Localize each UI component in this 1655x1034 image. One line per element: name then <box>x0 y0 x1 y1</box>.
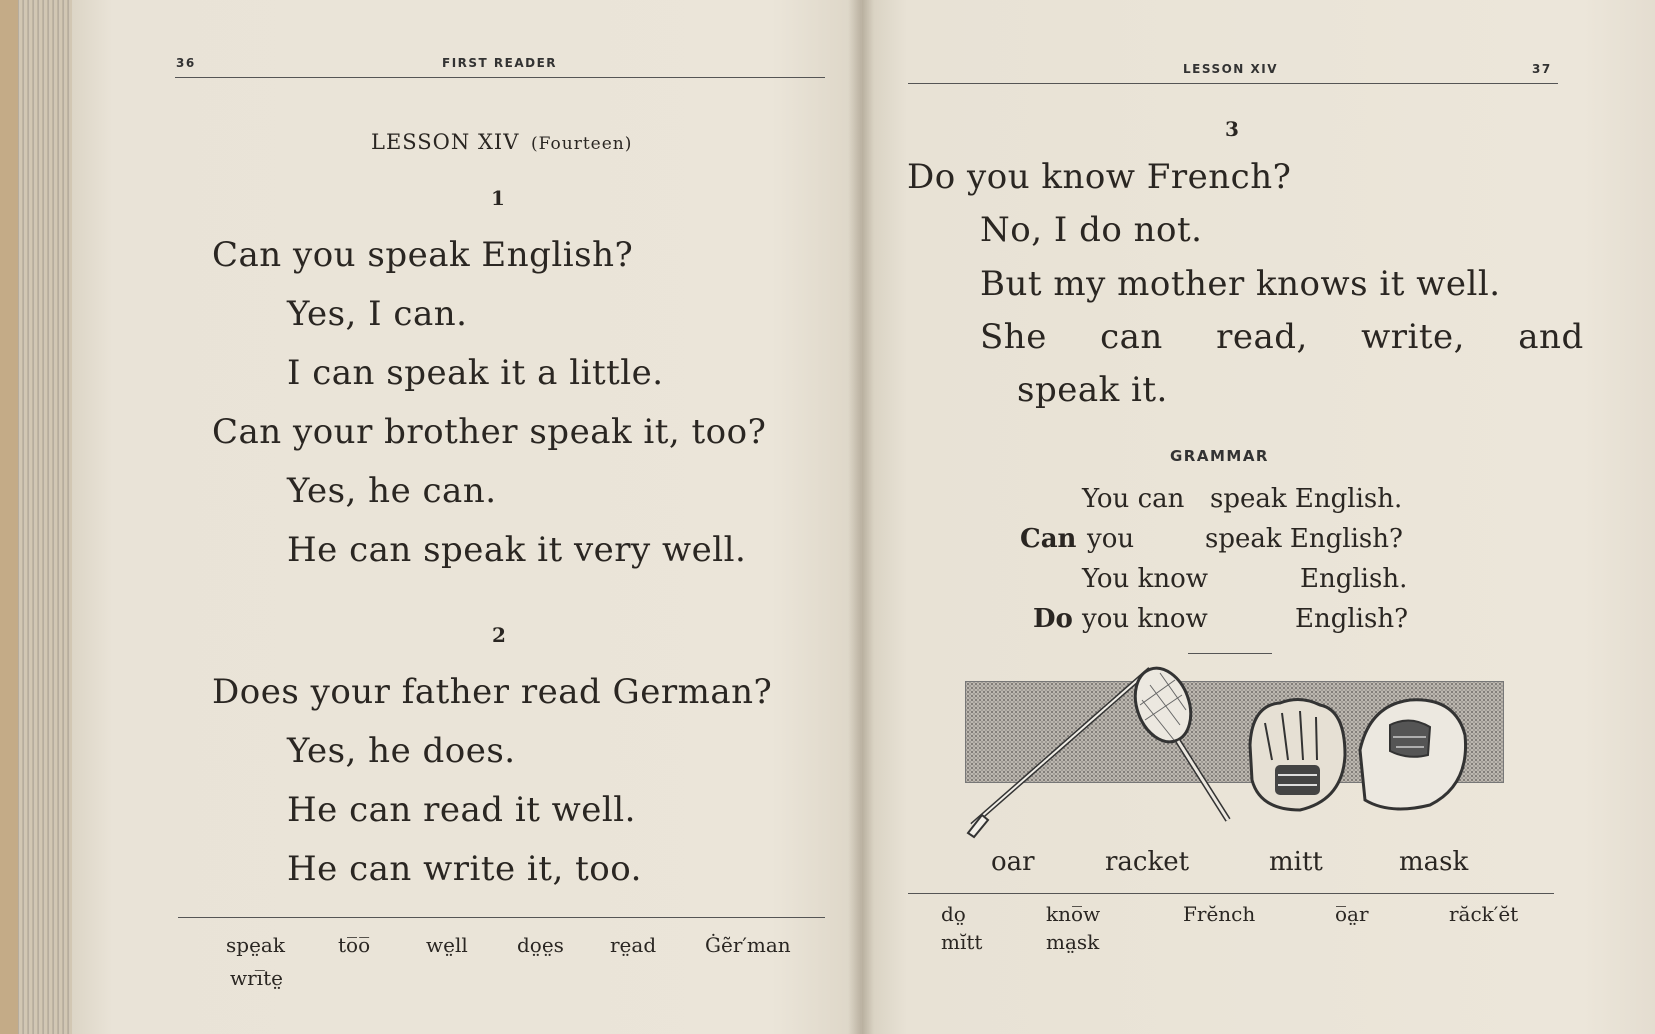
text-line: Can you speak English? <box>212 235 634 275</box>
right-header-rule <box>908 83 1558 84</box>
section-number-3: 3 <box>1225 117 1239 141</box>
word-list-item: Ġẽr′man <box>705 933 791 957</box>
word-list-item: kno̅w <box>1046 902 1101 926</box>
grammar-row <box>1000 484 1420 524</box>
grammar-cell: You know <box>1082 564 1208 594</box>
text-line: He can write it, too. <box>287 849 642 889</box>
text-line: Yes, I can. <box>287 294 468 334</box>
lesson-title <box>371 130 632 154</box>
grammar-divider <box>1188 653 1272 654</box>
word-list-item: do̤e̤s <box>517 933 564 957</box>
text-line: He can speak it very well. <box>287 530 747 570</box>
right-footer-rule <box>908 893 1554 894</box>
grammar-row <box>1000 604 1420 644</box>
text-line: He can read it well. <box>287 790 636 830</box>
text-line: I can speak it a little. <box>287 353 664 393</box>
lesson-title-text: LESSON XIV <box>371 130 520 154</box>
picture-label: mitt <box>1269 847 1323 877</box>
text-line: No, I do not. <box>980 210 1203 250</box>
word-list-item: re̤ad <box>610 933 657 957</box>
section-number-2: 2 <box>492 623 506 647</box>
grammar-cell: Do <box>1033 604 1073 634</box>
grammar-row <box>1000 524 1420 564</box>
text-line: Can your brother speak it, too? <box>212 412 767 452</box>
text-line: She can read, write, and <box>980 317 1584 357</box>
word-list-item: ma̤sk <box>1046 930 1100 954</box>
word-list-item: we̤ll <box>426 933 468 957</box>
left-running-head: FIRST READER <box>442 56 558 70</box>
grammar-cell: you <box>1087 524 1135 554</box>
text-line: Yes, he does. <box>287 731 516 771</box>
word-list-item: wri̅te̤ <box>230 966 283 990</box>
book-page-edges <box>0 0 80 1034</box>
word-list-item: to̅o̅ <box>338 933 371 957</box>
mitt-icon <box>1250 699 1345 810</box>
word-list-item: Frĕnch <box>1183 902 1256 926</box>
grammar-cell: English. <box>1300 564 1408 594</box>
text-line: speak it. <box>1017 370 1168 410</box>
word-list-item: spe̤ak <box>226 933 285 957</box>
left-footer-rule <box>178 917 825 918</box>
text-line: Do you know French? <box>907 157 1292 197</box>
word-list-item: o̅a̤r <box>1335 902 1369 926</box>
right-page-number: 37 <box>1532 62 1552 76</box>
grammar-cell: you know <box>1082 604 1208 634</box>
grammar-cell: speak English? <box>1205 524 1403 554</box>
grammar-heading: GRAMMAR <box>1170 447 1269 465</box>
word-list-item: mĭtt <box>941 930 983 954</box>
text-line: Does your father read German? <box>212 672 773 712</box>
racket-icon <box>1126 665 1228 820</box>
section-number-1: 1 <box>491 186 505 210</box>
left-header-rule <box>175 77 825 78</box>
grammar-row <box>1000 564 1420 604</box>
right-running-head: LESSON XIV <box>1183 62 1279 76</box>
sports-equipment-drawing <box>960 665 1520 845</box>
picture-label: racket <box>1105 847 1190 877</box>
grammar-cell: English? <box>1295 604 1409 634</box>
grammar-cell: You can <box>1082 484 1185 514</box>
left-page-number: 36 <box>176 56 196 70</box>
mask-icon <box>1360 700 1466 809</box>
text-line: But my mother knows it well. <box>980 264 1501 304</box>
grammar-table <box>1000 484 1420 644</box>
grammar-cell: Can <box>1020 524 1077 554</box>
oar-icon <box>968 669 1150 837</box>
text-line: Yes, he can. <box>287 471 497 511</box>
grammar-cell: speak English. <box>1210 484 1403 514</box>
picture-label: oar <box>991 847 1035 877</box>
picture-label: mask <box>1399 847 1469 877</box>
lesson-subtitle: (Fourteen) <box>531 134 633 154</box>
word-list-item: do̤ <box>941 902 966 926</box>
word-list-item: răck′ĕt <box>1449 902 1519 926</box>
book-gutter <box>848 0 874 1034</box>
